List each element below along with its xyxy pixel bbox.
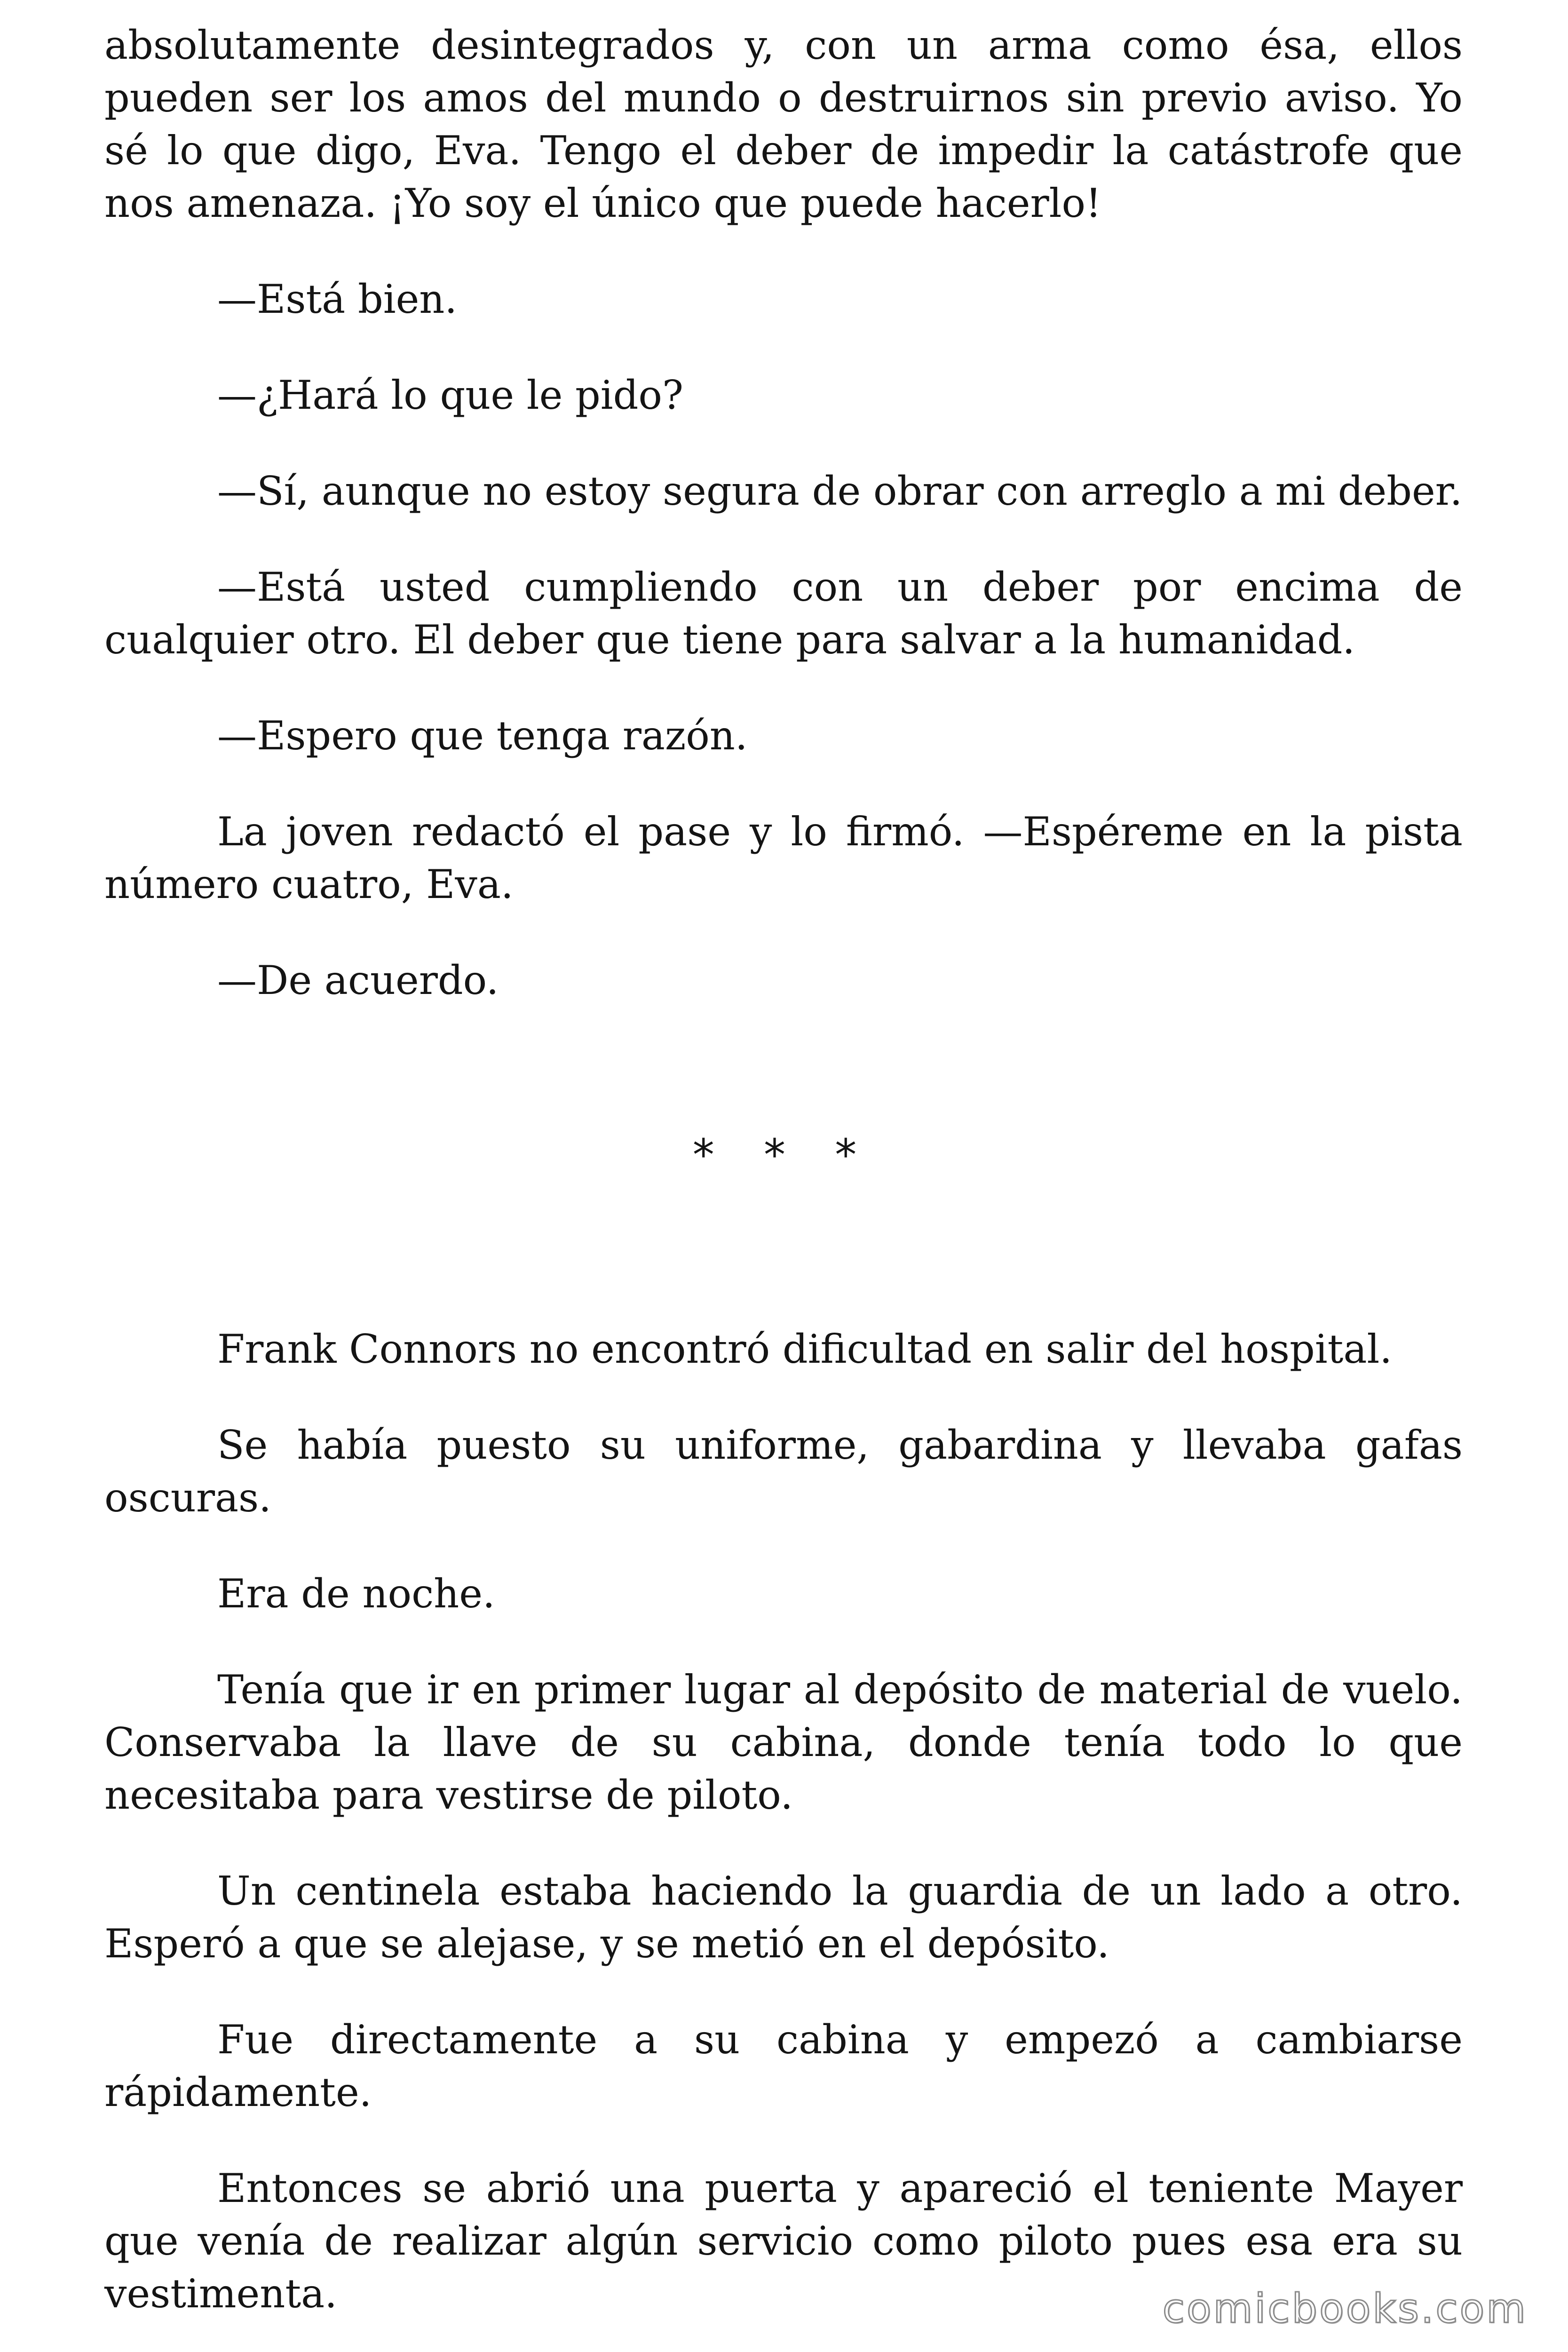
paragraph: —Espero que tenga razón. [217, 713, 748, 759]
paragraph: Un centinela estaba haciendo la guardia de un lado a otro. Esperó a que se alejase, y se metió en el depósito. [104, 1868, 1463, 1967]
paragraph: La joven redactó el pase y lo firmó. —Espéreme en la pista número cuatro, Eva. [104, 809, 1463, 907]
book-page [104, 19, 1463, 2352]
paragraph: —De acuerdo. [217, 957, 499, 1003]
paragraph: Fue directamente a su cabina y empezó a cambiarse rápidamente. [104, 2017, 1463, 2115]
paragraph: —Sí, aunque no estoy segura de obrar con arreglo a mi deber. [217, 468, 1463, 514]
paragraph: Tenía que ir en primer lugar al depósito de material de vuelo. Conservaba la llave de su cabina, donde tenía todo lo que necesitaba para vestirse de piloto. [104, 1667, 1463, 1818]
paragraph: Se había puesto su uniforme, gabardina y llevaba gafas oscuras. [104, 1422, 1463, 1521]
paragraph: absolutamente desintegrados y, con un arma como ésa, ellos pueden ser los amos del mundo o destruirnos sin previo aviso. Yo sé lo que digo, Eva. Tengo el deber de impedir la catástrofe que nos amenaza. ¡Yo soy el único que puede hacerlo! [104, 22, 1463, 226]
paragraph: —Está usted cumpliendo con un deber por encima de cualquier otro. El deber que tiene para salvar a la humanidad. [104, 564, 1463, 663]
section-separator: * * * [692, 1130, 875, 1180]
watermark: comicbooks.com [1162, 2285, 1528, 2332]
paragraph: Frank Connors no encontró dificultad en salir del hospital. [217, 1326, 1393, 1372]
paragraph: —Está bien. [217, 276, 458, 322]
paragraph: Era de noche. [217, 1571, 495, 1617]
paragraph: Entonces se abrió una puerta y apareció el teniente Mayer que venía de realizar algún servicio como piloto pues esa era su vestimenta. [104, 2165, 1463, 2317]
paragraph: —¿Hará lo que le pido? [217, 372, 684, 418]
